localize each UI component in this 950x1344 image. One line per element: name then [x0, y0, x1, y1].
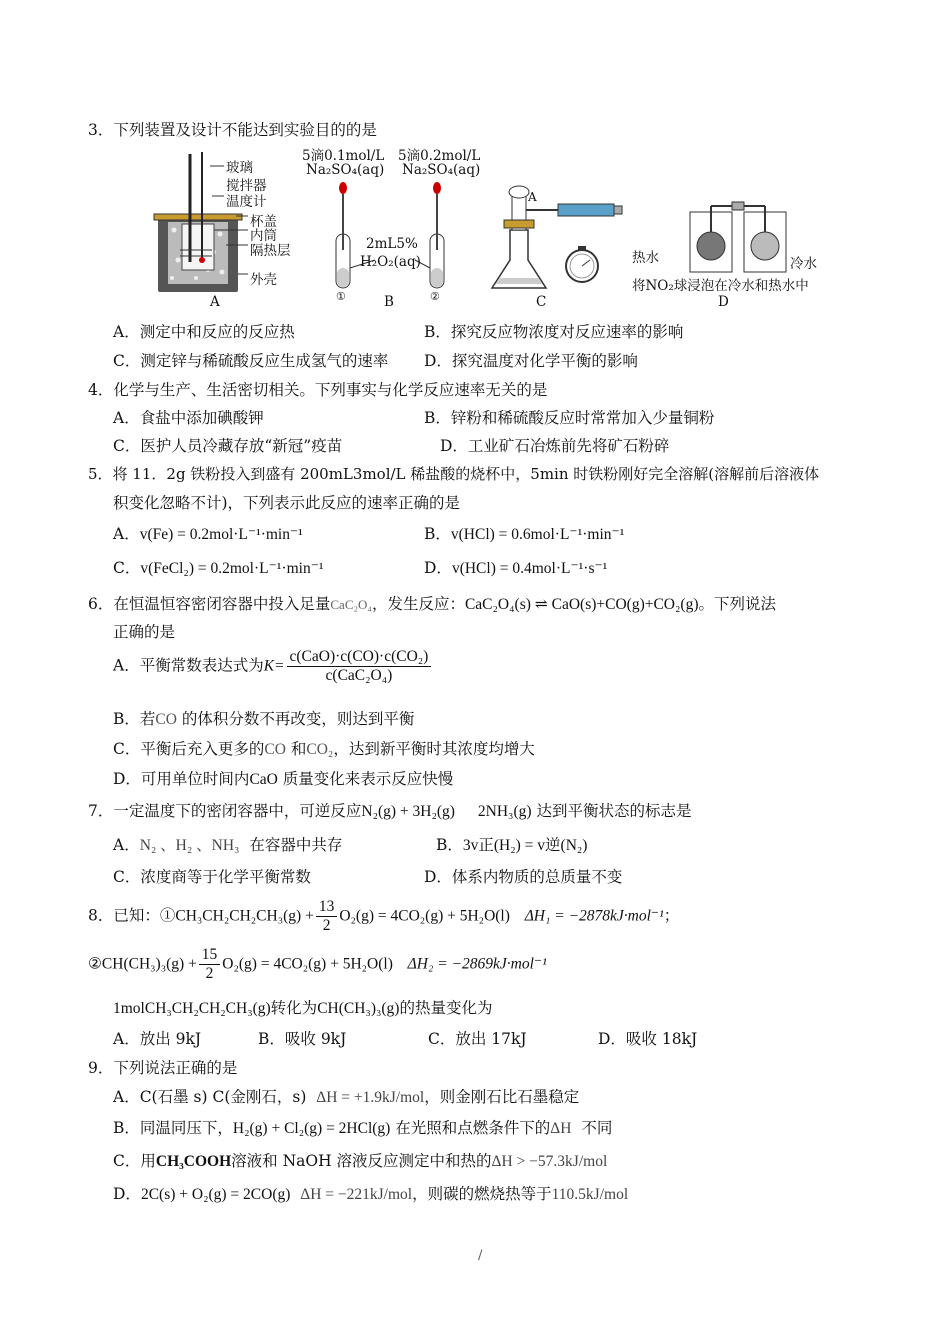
q3-stem: 3．下列装置及设计不能达到实验目的的是	[88, 121, 377, 139]
q7-a-species: N₂ 、H₂ 、NH₃	[139, 837, 240, 854]
q5-option-d	[424, 556, 607, 578]
q9-d-mid: ，则碳的燃烧热等于	[412, 1185, 552, 1203]
q9-b-post: 不同	[581, 1119, 613, 1137]
label-tube-2: ②	[430, 290, 440, 303]
q6-b-pre: B．若	[113, 710, 156, 728]
q8-eq1-end: ；	[663, 906, 680, 925]
q6-a-denominator: c(CaC₂O₄)	[325, 667, 393, 684]
q6-option-d	[113, 767, 453, 789]
q5-d-rate: v(HCl) = 0.4mol·L⁻¹·s⁻¹	[451, 560, 608, 577]
q7-option-a	[113, 833, 342, 855]
q8-eq2-left: CH(CH₃)₃(g) +	[101, 955, 197, 973]
label-b-h2o2: H₂O₂(aq)	[360, 254, 421, 270]
q9-option-c	[113, 1149, 607, 1171]
q9-option-d	[113, 1182, 628, 1204]
label-inner-cylinder: 内筒	[250, 228, 277, 244]
q6-d-post: 质量变化来表示反应快慢	[282, 770, 454, 788]
q7-eq-left: N₂(g) + 3H₂(g)	[361, 803, 455, 820]
q8-eq2-pre: ②	[88, 954, 102, 973]
q7-a-letter: A．	[113, 836, 140, 854]
q6-reactant: CaC₂O₄	[330, 597, 372, 612]
label-b-left-conc: 5滴0.1mol/L	[302, 148, 385, 164]
q6-equation: CaC₂O₄(s) ⇌ CaO(s)+CO(g)+CO₂(g)	[464, 596, 699, 613]
label-hot-water: 热水	[632, 250, 659, 266]
q5-option-c	[113, 556, 324, 578]
q6-b-co: CO	[155, 711, 177, 728]
q5-b-letter: B．	[424, 525, 451, 543]
q5-c-rate: v(FeCl₂) = 0.2mol·L⁻¹·min⁻¹	[140, 560, 324, 577]
q5-option-a	[113, 522, 303, 544]
label-tube-1: ①	[336, 290, 346, 303]
q4-option-a: A．食盐中添加碘酸钾	[113, 409, 264, 427]
q3-figure	[150, 150, 830, 310]
q5-a-rate: v(Fe) = 0.2mol·L⁻¹·min⁻¹	[139, 526, 303, 543]
q9-b-mid: 在光照和点燃条件下的	[395, 1119, 551, 1137]
label-thermometer: 温度计	[226, 194, 267, 210]
q9-b-dh: ΔH	[550, 1120, 572, 1137]
label-b-left-solution: Na₂SO₄(aq)	[306, 162, 385, 178]
q9-c-pre: C．用	[113, 1152, 156, 1170]
q5-a-letter: A．	[113, 525, 140, 543]
q6-a-pre: A．平衡常数表达式为	[113, 656, 264, 675]
q7-stem-pre: 7．一定温度下的密闭容器中，可逆反应	[88, 802, 362, 820]
q9-option-b	[113, 1116, 612, 1138]
label-cold-water: 冷水	[790, 256, 817, 272]
q8-eq1-frac	[316, 898, 338, 935]
q7-b-rate: 3v正(H₂) = v逆(N₂)	[462, 837, 588, 854]
q9-a-dh: ΔH = +1.9kJ/mol	[316, 1089, 425, 1106]
q7-option-d: D．体系内物质的总质量不变	[424, 868, 623, 886]
q6-d-pre: D．可用单位时间内	[113, 770, 250, 788]
q8-eq1-frac-num: 13	[316, 898, 338, 917]
q8-stem2-species: CH(CH₃)₃(g)	[317, 1000, 400, 1017]
label-insulation: 隔热层	[250, 243, 291, 259]
q8-eq1-right: O₂(g) = 4CO₂(g) + 5H₂O(l)	[339, 907, 510, 925]
q8-option-c: C．放出 17kJ	[428, 1030, 527, 1048]
caption-d: D	[718, 294, 729, 310]
q8-stem2	[113, 996, 492, 1018]
q8-stem2-post: 的热量变化为	[399, 999, 493, 1017]
q8-eq1-line	[88, 898, 679, 935]
flask-syringe-drawing	[492, 186, 622, 288]
label-lid: 杯盖	[250, 214, 277, 230]
q8-option-b: B．吸收 9kJ	[258, 1030, 347, 1048]
q5-stem-line2: 积变化忽略不计)，下列表示此反应的速率正确的是	[113, 494, 461, 512]
q8-eq2-dh: ΔH₂ = −2869kJ·mol⁻¹	[407, 955, 547, 973]
q8-eq1-frac-den: 2	[322, 917, 331, 934]
q3-option-a: A．测定中和反应的反应热	[113, 323, 295, 341]
q8-eq2-right: O₂(g) = 4CO₂(g) + 5H₂O(l)	[222, 955, 393, 973]
q6-stem-mid: ，发生反应：	[371, 595, 465, 613]
q9-c-mid: 溶液和 NaOH 溶液反应测定中和热的	[231, 1152, 492, 1170]
q4-option-d: D．工业矿石冶炼前先将矿石粉碎	[440, 437, 670, 455]
caption-c: C	[536, 294, 547, 310]
q9-d-dh: ΔH = −221kJ/mol	[300, 1186, 413, 1203]
q6-option-c	[113, 737, 535, 759]
q9-b-pre: B．同温同压下，	[113, 1119, 233, 1137]
q4-stem: 4．化学与生产、生活密切相关。下列事实与化学反应速率无关的是	[88, 381, 548, 399]
page-number: /	[478, 1248, 483, 1263]
q6-stem-line2: 正确的是	[113, 623, 176, 641]
q8-eq2-frac-num: 15	[199, 946, 221, 965]
q8-eq2-frac-den: 2	[205, 965, 214, 982]
caption-b: B	[384, 294, 394, 310]
q6-stem-line1	[88, 592, 776, 614]
q5-b-rate: v(HCl) = 0.6mol·L⁻¹·min⁻¹	[450, 526, 625, 543]
q6-stem-post: 。下列说法	[698, 595, 776, 613]
q7-stem-post: 达到平衡状态的标志是	[536, 802, 692, 820]
q6-option-b	[113, 707, 414, 729]
q9-c-acid: CH₃COOH	[155, 1153, 232, 1170]
q5-stem-line1: 5．将 11．2g 铁粉投入到盛有 200mL3mol/L 稀盐酸的烧杯中，5min 时铁粉刚好完全溶解(溶解前后溶液体	[88, 465, 820, 483]
q6-b-post: 的体积分数不再改变，则达到平衡	[181, 710, 415, 728]
q7-stem	[88, 799, 691, 821]
label-no2-note: 将NO₂球浸泡在冷水和热水中	[632, 278, 809, 294]
label-stirrer: 搅拌器	[226, 178, 267, 194]
q6-a-numerator: c(CaO)·c(CO)·c(CO₂)	[287, 648, 432, 667]
q8-stem-pre: 8．已知：①	[88, 906, 176, 925]
q6-stem-pre: 6．在恒温恒容密闭容器中投入足量	[88, 595, 331, 613]
q6-c-co: CO	[264, 741, 286, 758]
q8-eq1-dh: ΔH₁ = −2878kJ·mol⁻¹	[524, 907, 664, 925]
q5-d-letter: D．	[424, 559, 452, 577]
q6-d-cao: CaO	[249, 771, 278, 788]
q6-c-and: 和	[290, 740, 307, 758]
q7-option-b	[436, 833, 587, 855]
q7-b-letter: B．	[436, 836, 463, 854]
q6-c-pre: C．平衡后充入更多的	[113, 740, 265, 758]
label-b-right-solution: Na₂SO₄(aq)	[402, 162, 481, 178]
no2-spheres-drawing	[690, 202, 786, 272]
q9-d-pre: D．	[113, 1185, 141, 1203]
q8-stem2-pre: 1molCH₃CH₂CH₂CH₃(g)转化为	[113, 1000, 318, 1017]
q8-eq1-left: CH₃CH₂CH₂CH₃(g) +	[175, 907, 314, 925]
q3-option-d: D．探究温度对化学平衡的影响	[424, 352, 638, 370]
q9-a-post: ，则金刚石比石墨稳定	[424, 1088, 580, 1106]
q4-option-c: C．医护人员冷藏存放“新冠”疫苗	[113, 437, 343, 455]
q8-eq2-line	[88, 946, 547, 983]
label-b-right-conc: 5滴0.2mol/L	[398, 148, 481, 164]
q9-option-a	[113, 1085, 579, 1107]
label-glass: 玻璃	[226, 160, 253, 176]
q5-c-letter: C．	[113, 559, 141, 577]
label-shell: 外壳	[250, 272, 277, 288]
q4-option-b: B．锌粉和稀硫酸反应时常常加入少量铜粉	[424, 409, 715, 427]
label-b-h2o2-conc: 2mL5%	[366, 236, 418, 252]
q6-a-k: K=	[263, 657, 285, 675]
q6-a-fraction	[287, 648, 432, 685]
q8-option-d: D．吸收 18kJ	[598, 1030, 698, 1048]
q9-d-eq: 2C(s) + O₂(g) = 2CO(g)	[140, 1186, 291, 1203]
label-c-funnel: A	[528, 190, 537, 204]
q9-a-pre: A．C(石墨 s) C(金刚石，s)	[113, 1088, 307, 1106]
caption-a: A	[210, 294, 220, 310]
q7-a-post: 在容器中共存	[249, 836, 343, 854]
q6-c-co2: CO₂	[306, 741, 334, 758]
q9-stem: 9．下列说法正确的是	[88, 1059, 238, 1077]
q5-option-b	[424, 522, 624, 544]
q9-b-eq: H₂(g) + Cl₂(g) = 2HCl(g)	[232, 1120, 391, 1137]
q6-option-a	[113, 648, 433, 685]
q8-eq2-frac	[199, 946, 221, 983]
q3-option-b: B．探究反应物浓度对反应速率的影响	[424, 323, 684, 341]
test-tubes-drawing	[336, 182, 444, 288]
q3-option-c: C．测定锌与稀硫酸反应生成氢气的速率	[113, 352, 389, 370]
q6-c-post: ，达到新平衡时其浓度均增大	[333, 740, 535, 758]
q8-option-a: A．放出 9kJ	[113, 1030, 202, 1048]
q7-option-c: C．浓度商等于化学平衡常数	[113, 868, 311, 886]
q9-d-val: 110.5kJ/mol	[551, 1186, 629, 1203]
q7-eq-right: 2NH₃(g)	[477, 803, 532, 820]
q9-c-dh: ΔH > −57.3kJ/mol	[491, 1153, 608, 1170]
